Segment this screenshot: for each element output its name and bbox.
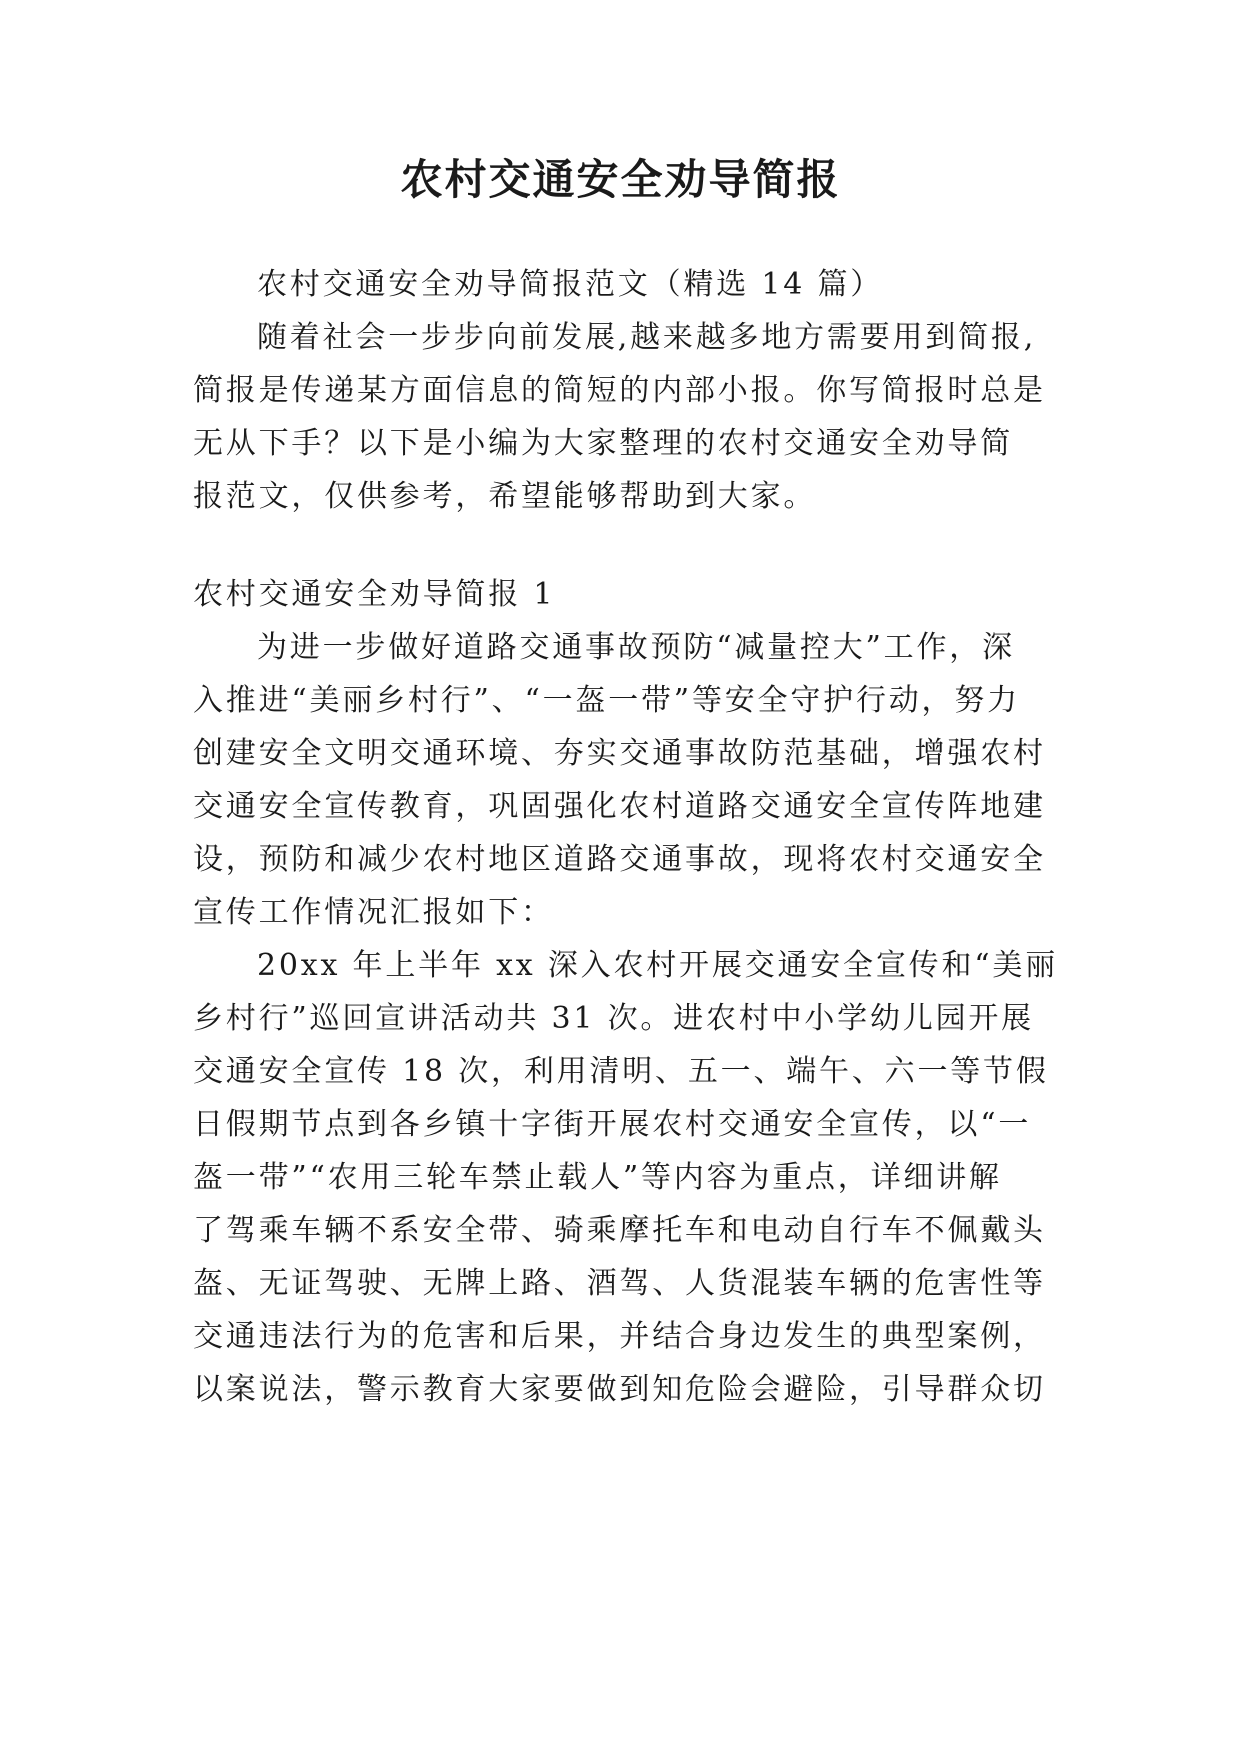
paragraph-line: 创建安全文明交通环境、夯实交通事故防范基础，增强农村 xyxy=(193,736,1046,771)
paragraph-line: 入推进“美丽乡村行”、“一盔一带”等安全守护行动，努力 xyxy=(193,683,1020,718)
intro-line: 简报是传递某方面信息的简短的内部小报。你写简报时总是 xyxy=(193,373,1046,408)
paragraph-line: 交通安全宣传教育，巩固强化农村道路交通安全宣传阵地建 xyxy=(193,789,1046,824)
document-title: 农村交通安全劝导简报 xyxy=(400,155,841,204)
paragraph-line: 为进一步做好道路交通事故预防“减量控大”工作，深 xyxy=(257,630,1015,665)
paragraph-line: 20xx 年上半年 xx 深入农村开展交通安全宣传和“美丽 xyxy=(257,948,1058,983)
paragraph-line: 交通安全宣传 18 次，利用清明、五一、端午、六一等节假 xyxy=(193,1054,1049,1089)
intro-line: 无从下手？以下是小编为大家整理的农村交通安全劝导简 xyxy=(193,426,1013,461)
paragraph-line: 乡村行”巡回宣讲活动共 31 次。进农村中小学幼儿园开展 xyxy=(193,1001,1034,1036)
paragraph-line: 以案说法，警示教育大家要做到知危险会避险，引导群众切 xyxy=(193,1372,1046,1407)
intro-line: 报范文，仅供参考，希望能够帮助到大家。 xyxy=(193,479,817,514)
paragraph-line: 日假期节点到各乡镇十字街开展农村交通安全宣传，以“一 xyxy=(193,1107,1032,1142)
paragraph-line: 设，预防和减少农村地区道路交通事故，现将农村交通安全 xyxy=(193,842,1046,877)
document-subtitle: 农村交通安全劝导简报范文（精选 14 篇） xyxy=(257,267,884,302)
intro-line: 随着社会一步步向前发展,越来越多地方需要用到简报, xyxy=(257,320,1037,355)
paragraph-line: 交通违法行为的危害和后果，并结合身边发生的典型案例， xyxy=(193,1319,1046,1354)
section-heading: 农村交通安全劝导简报 1 xyxy=(193,577,556,612)
paragraph-line: 盔一带”“农用三轮车禁止载人”等内容为重点，详细讲解 xyxy=(193,1160,1002,1195)
paragraph-line: 宣传工作情况汇报如下： xyxy=(193,895,554,930)
paragraph-line: 盔、无证驾驶、无牌上路、酒驾、人货混装车辆的危害性等 xyxy=(193,1266,1046,1301)
paragraph-line: 了驾乘车辆不系安全带、骑乘摩托车和电动自行车不佩戴头 xyxy=(193,1213,1046,1248)
